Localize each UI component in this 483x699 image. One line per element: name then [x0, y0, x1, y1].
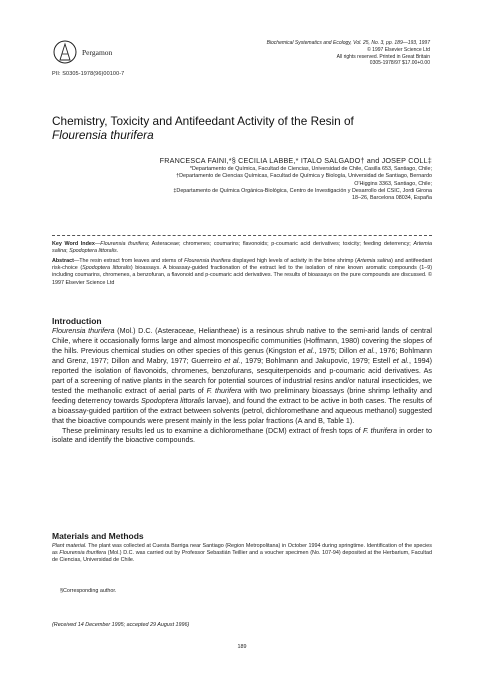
plant-material-paragraph — [52, 543, 432, 565]
paper-title — [52, 114, 432, 142]
intro-p1-run: et al. — [224, 355, 241, 365]
keywords-dash: — — [94, 241, 101, 247]
title-line-2: Flourensia thurifera — [52, 128, 154, 142]
issn-line: 0305-1978/97 $17.00+0.00 — [369, 60, 430, 67]
intro-p1-run: , 1994) reported the isolation of flavonoids, chromenes, benzofurans, sesquiterpenoids and p-coumaric acid derivatives. As part of a screening of native plants in the search for potential sources of industrial resins and/or natural insecticides, we tested the methanolic extract of aerial parts of — [52, 355, 432, 395]
plant-material-label: Plant material. — [52, 543, 87, 549]
journal-citation: Biochemical Systematics and Ecology, Vol. 25, No. 3, pp. 189—193, 1997 — [266, 40, 430, 46]
plant-species: Flourensia thurifera — [59, 550, 107, 557]
abstract-text-3: ) and antifeedant risk-choice ( — [52, 258, 432, 272]
abstract-text-1: —The resin extract from leaves and stems of — [73, 258, 185, 264]
intro-p1-run: et al. — [298, 345, 315, 355]
rights-line: All rights reserved. Printed in Great Britain — [336, 53, 430, 60]
keywords-species-3: Spodoptera littoralis — [69, 248, 117, 255]
introduction-body — [52, 326, 432, 445]
intro-p1-run: et al. — [392, 355, 409, 365]
keywords-end: . — [116, 248, 119, 255]
intro-p1-run: , 1976; Bohlmann and Grenz, 1977; Dillon and Mabry, 1977; Guerreiro — [52, 345, 432, 365]
pergamon-logo-icon — [52, 38, 78, 68]
introduction-paragraph-2 — [52, 426, 432, 446]
abstract-text-2: displayed high levels of activity in the brine shrimp ( — [230, 258, 357, 264]
intro-p1-run: with two preliminary bioassays (brine shrimp lethality and feeding deterrency towards — [52, 385, 433, 405]
copyright-line: © 1997 Elsevier Science Ltd — [367, 46, 430, 53]
intro-p1-run: larvae), and found the extract to be active in both cases. The results of a bioassay-guided partition of the extract between solvents (petrol, dichloromethane and aqueous methanol) suggested that the bioactive compounds were present mainly in the less polar fractions (A and B, Table 1). — [52, 395, 432, 425]
affiliation-1: *Departamento de Química, Facultad de Ciencias, Universidad de Chile, Casilla 653, Santiago, Chile; — [189, 166, 432, 172]
affiliations — [52, 166, 432, 202]
plant-text-2: (Mol.) D.C. was carried out by Professor Sebastián Teillier and a voucher specimen (No. 107-94) deposited at the Herbarium, Facultad de Ciencias, Universidad de Chile. — [52, 550, 432, 564]
corresponding-author-footnote: §Corresponding author. — [60, 588, 117, 594]
affiliation-3: ‡Departamento de Química Orgánica-Biológica, Centro de Investigación y Desarrollo del CSIC, Jordi Girona — [173, 187, 432, 194]
keywords-terms: ; Asteraceae; chromenes; coumarins; flavonoids; p-coumaric acid derivatives; toxicity; feeding deterrency; — [147, 241, 414, 247]
received-dates: (Received 14 December 1995; accepted 29 August 1996) — [52, 622, 190, 628]
abstract-label: Abstract — [52, 258, 74, 264]
affiliation-2b: O'Higgins 3363, Santiago, Chile; — [354, 180, 432, 187]
intro-p2-run: F. thurifera — [363, 425, 398, 435]
keywords-sep: ; — [66, 248, 70, 255]
keywords-label: Key Word Index — [52, 241, 95, 247]
intro-p1-run: (Mol.) D.C. (Asteraceae, Heliantheae) is a resinous shrub native to the semi-arid lands of central Chile, where it occasionally forms large and almost monospecific communities (Hoffmann, 1980) covering the slopes of the hills. Previous chemical studies on other species of this genus (Kingston — [52, 326, 432, 355]
author-list: FRANCESCA FAINI,*§ CECILIA LABBE,* ITALO SALGADO† and JOSEP COLL‡ — [159, 156, 432, 165]
keywords-species-2: Artemia salina — [52, 241, 432, 255]
intro-p1-run: F. thurifera — [206, 385, 242, 395]
page-number: 189 — [237, 644, 247, 650]
intro-p2-run: These preliminary results led us to examine a dichloromethane (DCM) extract of fresh tops of — [62, 425, 364, 435]
publisher-name: Pergamon — [82, 48, 113, 57]
intro-p2-run: in order to isolate and identify the bioactive compounds. — [52, 425, 433, 445]
abstract-block — [52, 258, 432, 287]
intro-p1-run: et al. — [359, 345, 376, 355]
introduction-paragraph-1 — [52, 326, 432, 426]
intro-p1-run: Flourensia thurifera — [52, 326, 115, 335]
affiliation-2: †Departamento de Ciencias Químicas, Facultad de Química y Biología, Universidad de Santiago, Bernardo — [176, 173, 432, 180]
abstract-species-3: Spodoptera littoralis — [82, 265, 131, 272]
abstract-species-1: Flourensia thurifera — [184, 258, 231, 264]
intro-p1-run: , 1975; Dillon — [314, 345, 360, 355]
divider-rule — [52, 235, 432, 236]
keywords-block — [52, 241, 432, 255]
abstract-text-4: ) bioassays. A bioassay-guided fractionation of the extract led to the isolation of nine known aromatic compounds (1–9) including coumarins, chromenes, a benzofuran, a flavonoid and p-coumaric acid derivatives. The results of bioassays on the pure compounds are discussed. © 1997 Elsevier Science Ltd — [52, 265, 432, 286]
intro-p1-run: , 1979; Bohlmann and Jakupovic, 1979; Estell — [240, 355, 393, 365]
plant-text-1: The plant was collected at Cuesta Barriga near Santiago (Region Metropolitana) in October 1994 during springtime. Identification of the species as — [52, 543, 432, 557]
introduction-heading: Introduction — [52, 316, 102, 326]
publisher-logo — [52, 38, 212, 98]
keywords-species: Flourensia thurifera — [100, 241, 148, 247]
pii-code: PII: S0305-1978(96)00100-7 — [52, 71, 125, 77]
affiliation-3b: 18–26, Barcelona 08034, España — [351, 195, 432, 202]
methods-heading: Materials and Methods — [52, 531, 144, 541]
title-line-1: Chemistry, Toxicity and Antifeedant Activity of the Resin of — [52, 114, 354, 128]
intro-p1-run: Spodoptera littoralis — [141, 395, 205, 405]
journal-info — [230, 40, 430, 67]
abstract-species-2: Artemia salina — [356, 258, 392, 264]
